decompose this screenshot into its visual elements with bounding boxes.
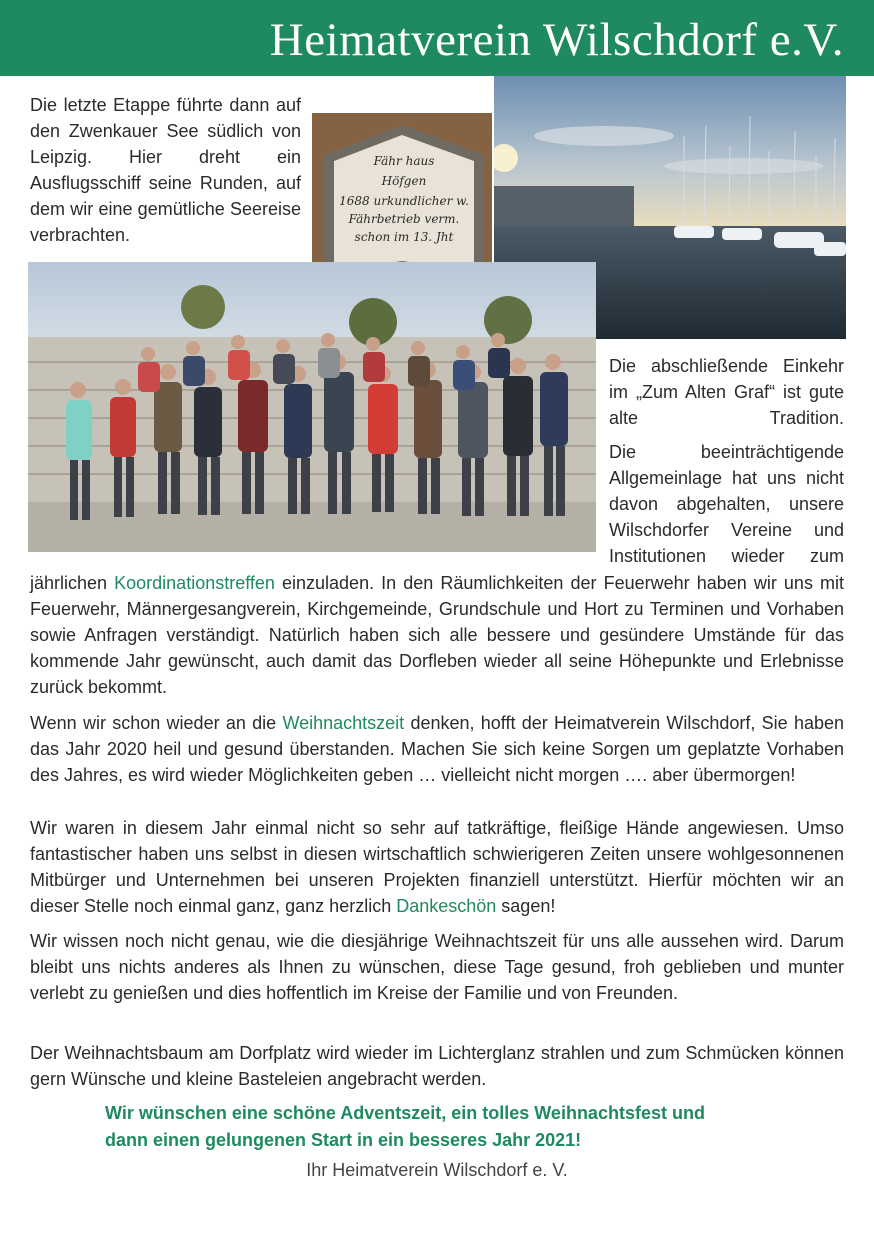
signature: Ihr Heimatverein Wilschdorf e. V.	[306, 1160, 568, 1180]
group-photo	[28, 262, 596, 552]
sign-line-2: Höfgen	[381, 174, 427, 188]
page-header	[0, 0, 874, 76]
closing-line-2: dann einen gelungenen Start in ein besseres Jahr 2021!	[105, 1130, 582, 1150]
sign-line-4: Fährbetrieb verm.	[348, 212, 460, 226]
weihnachtszeit-highlight: Weihnachtszeit	[282, 713, 405, 733]
weihnachtszeit-paragraph: Wenn wir schon wieder an die Weihnachtszeit denken, hofft der Heimatverein Wilschdorf, Sie haben das Jahr 2020 heil und gesund überstanden. Machen Sie sich keine Sorgen um geplatzte Vorhaben des Jahres, es wird wieder Möglichkeiten geben … vielleicht nicht morgen …. aber übermorgen!	[30, 713, 844, 785]
intro-paragraph: Die letzte Etappe führte dann auf den Zwenkauer See südlich von Leipzig. Hier dreht ein Ausflugsschiff seine Runden, auf dem wir eine gemütliche Seereise verbrachten.	[30, 95, 301, 245]
weihnachtsbaum-paragraph: Der Weihnachtsbaum am Dorfplatz wird wieder im Lichterglanz strahlen und zum Schmücken können gern Wünsche und kleine Basteleien angebracht werden.	[30, 1043, 844, 1089]
lage-paragraph-continued: jährlichen Koordinationstreffen einzuladen. In den Räumlichkeiten der Feuerwehr haben wir uns mit Feuerwehr, Männergesangverein, Kirchgemeinde, Grundschule und Hort zu Terminen und Vorhaben sowie Anfragen verständigt. Natürlich haben sich alle bessere und gesündere Umstände für das kommende Jahr gewünscht, auch damit das Dorfleben wieder all seine Höhepunkte und Erlebnisse zurück bekommt.	[30, 573, 845, 697]
wissen-paragraph: Wir wissen noch nicht genau, wie die diesjährige Weihnachtszeit für uns alle aussehen wird. Darum bleibt uns nichts anderes als Ihnen zu wünschen, diese Tage gesund, froh geblieben und munter verlebt zu genießen und dies hoffentlich im Kreise der Familie und von Freunden.	[30, 931, 844, 1003]
sign-line-1: Fähr haus	[373, 154, 435, 168]
koordinationstreffen-highlight: Koordinationstreffen	[114, 573, 275, 593]
sign-line-3: 1688 urkundlicher w.	[339, 194, 469, 208]
einkehr-paragraph: Die abschließende Einkehr im „Zum Alten Graf“ ist gute alte Tradition.	[609, 356, 844, 428]
dankeschoen-highlight: Dankeschön	[396, 896, 497, 916]
dank-paragraph: Wir waren in diesem Jahr einmal nicht so sehr auf tatkräftige, fleißige Hände angewiesen. Umso fantastischer haben uns selbst in diesen wirtschaftlich schwierigeren Zeiten unsere wohlgesonnenen Mitbürger und Unternehmen bei unseren Projekten finanziell unterstützt. Hierfür möchten wir an dieser Stelle noch einmal ganz, ganz herzlich Dankeschön sagen!	[30, 818, 844, 916]
page-title: Heimatverein Wilschdorf e.V.	[269, 14, 844, 66]
closing-wish	[105, 1100, 785, 1154]
closing-line-1: Wir wünschen eine schöne Adventszeit, ein tolles Weihnachtsfest und	[105, 1103, 705, 1123]
sign-line-5: schon im 13. Jht	[354, 230, 454, 244]
lage-paragraph-start: Die beeinträchtigende Allgemeinlage hat uns nicht davon abgehalten, unsere Wilschdorfer Vereine und Institutionen wieder zum	[609, 442, 844, 566]
